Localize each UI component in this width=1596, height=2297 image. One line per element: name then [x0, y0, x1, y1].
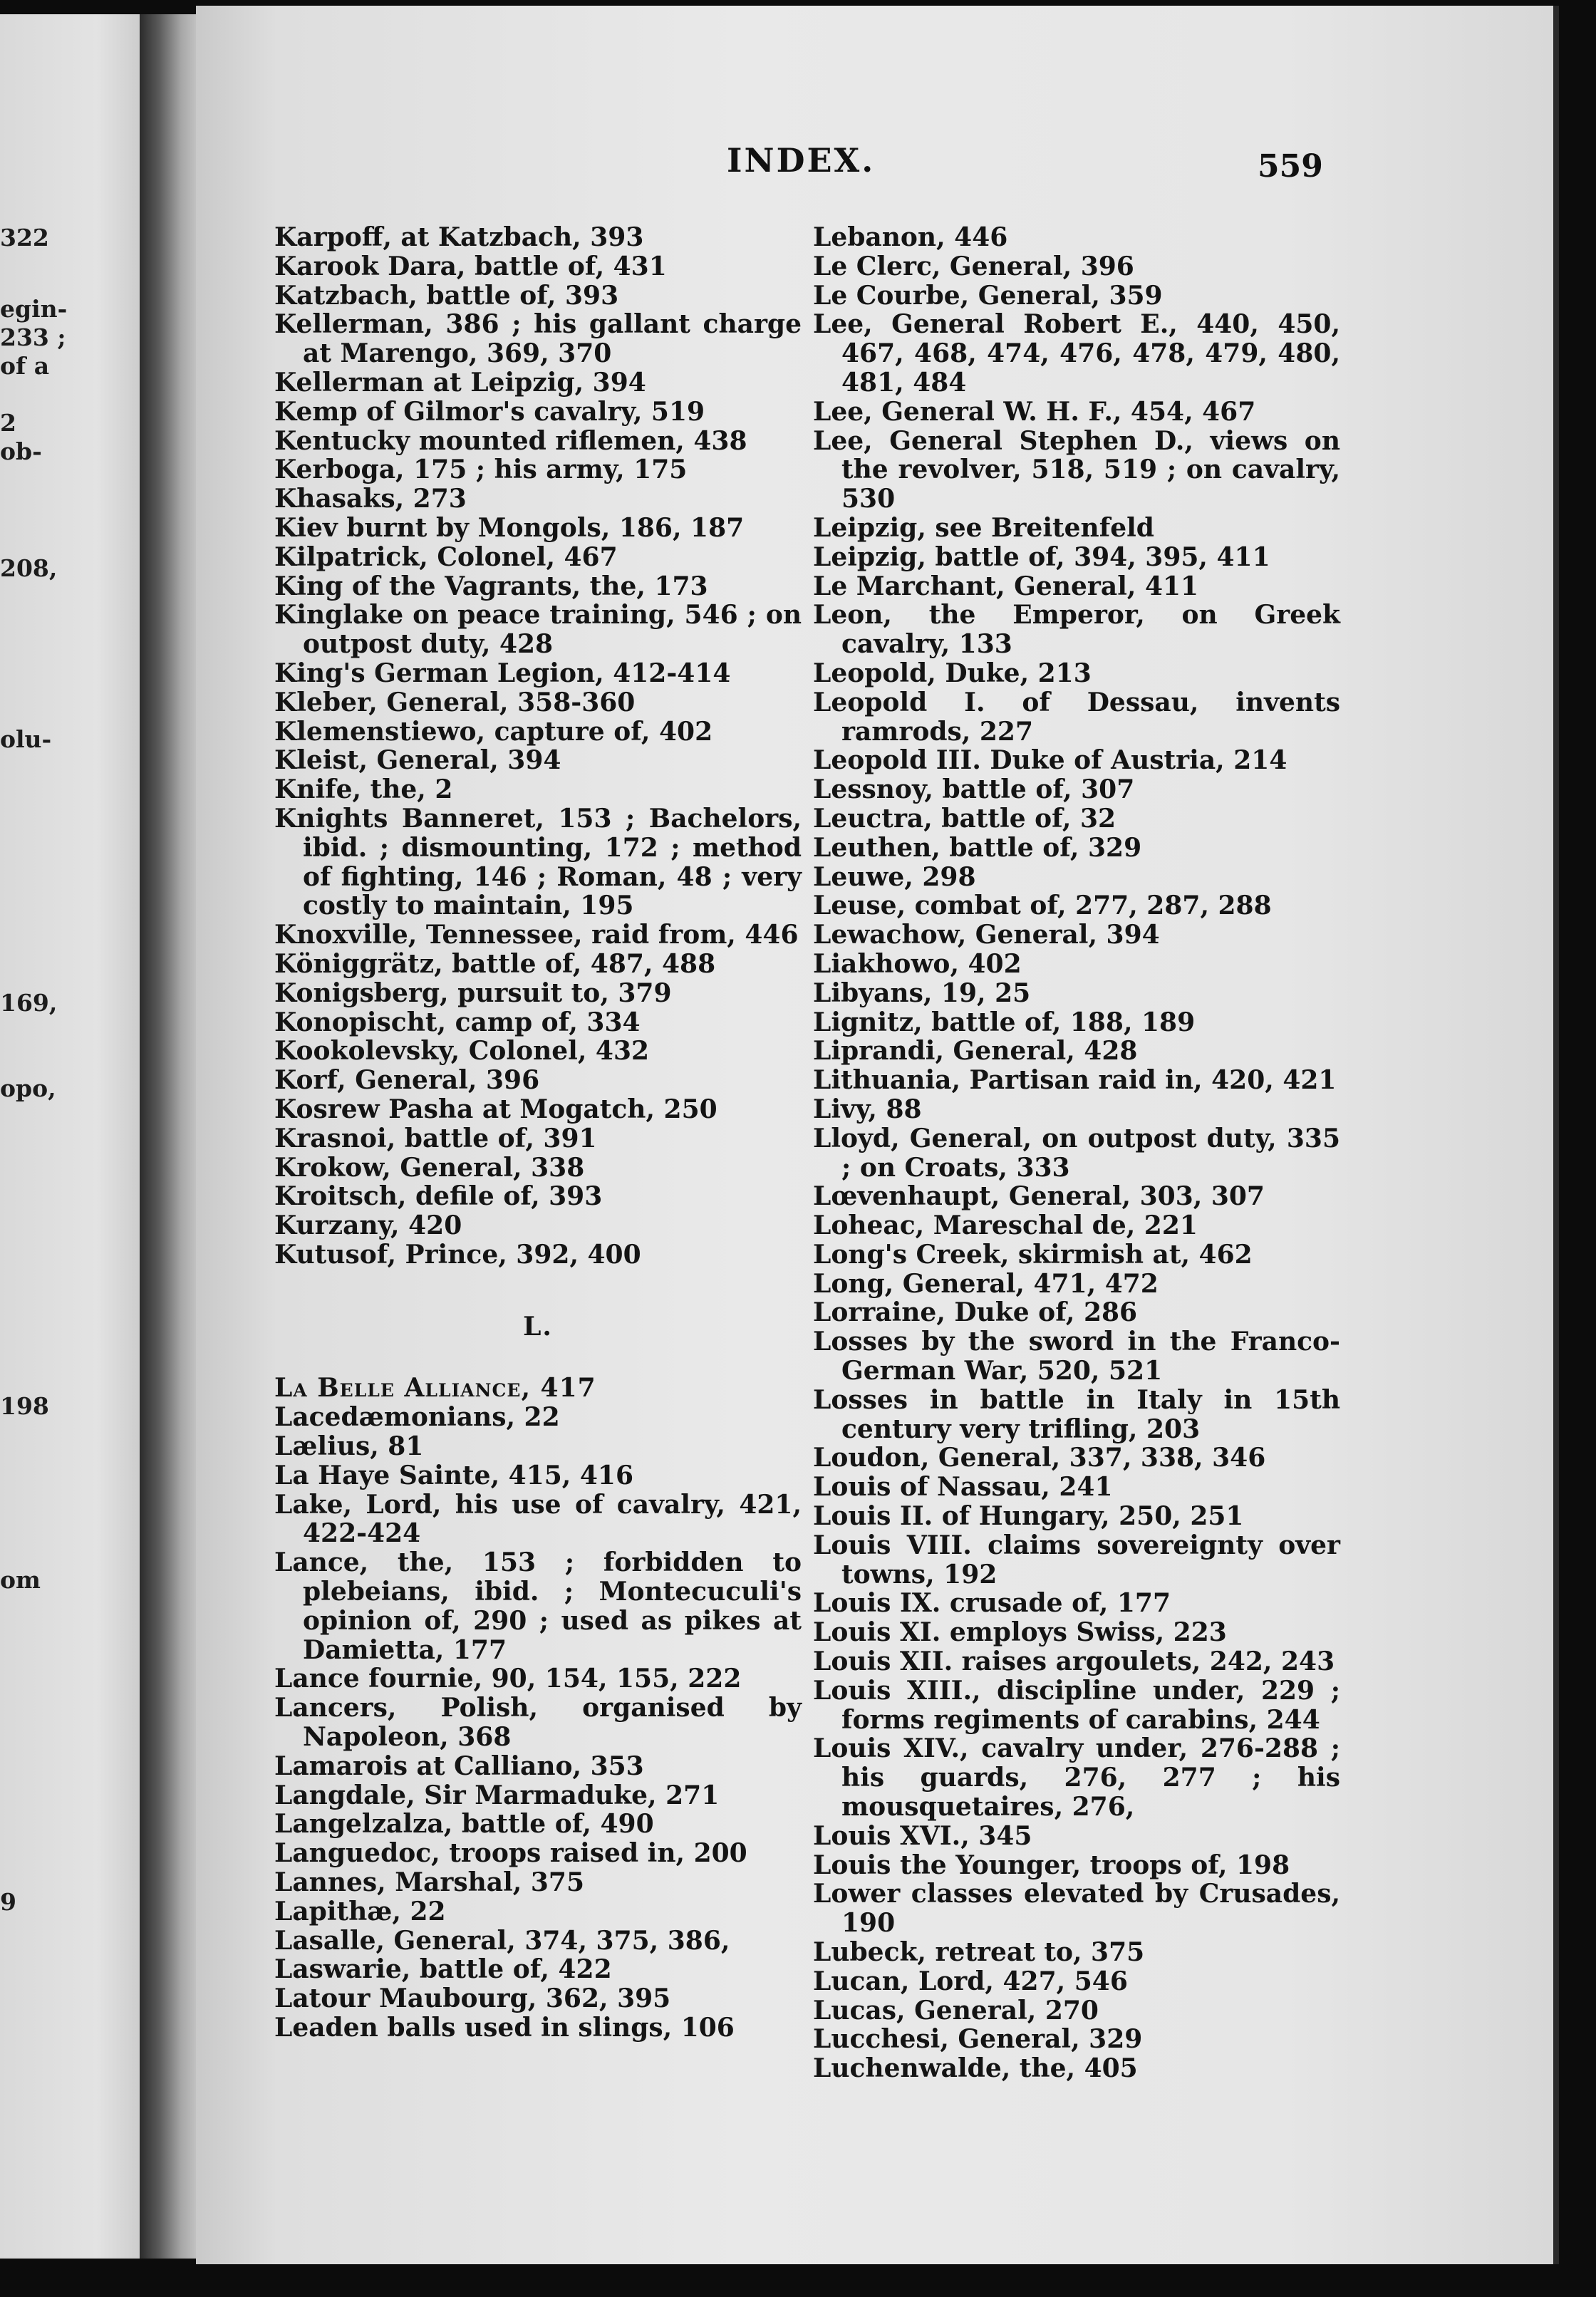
index-entry: Lee, General Robert E., 440, 450, 467, 468, 474, 476, 478, 479, 480, 481, 484 — [813, 309, 1340, 398]
section-letter: L. — [523, 1311, 553, 1342]
index-entry: Losses in battle in Italy in 15th century very trifling, 203 — [813, 1384, 1340, 1444]
prev-fragment: opo, — [0, 1074, 56, 1102]
index-entry: Louis the Younger, troops of, 198 — [813, 1850, 1290, 1880]
index-entry: Kinglake on peace training, 546 ; on outpost duty, 428 — [274, 600, 802, 660]
prev-fragment: 169, — [0, 989, 58, 1017]
index-entry: Libyans, 19, 25 — [813, 978, 1031, 1008]
index-entry: Lubeck, retreat to, 375 — [813, 1937, 1145, 1968]
index-entry: Kroitsch, defile of, 393 — [274, 1181, 603, 1212]
index-entry: Leaden balls used in slings, 106 — [274, 2013, 735, 2043]
index-entry: Khasaks, 273 — [274, 484, 467, 514]
index-entry: Lebanon, 446 — [813, 222, 1008, 252]
index-entry: Lucan, Lord, 427, 546 — [813, 1966, 1128, 1996]
prev-fragment: olu- — [0, 725, 52, 753]
index-entry: Kentucky mounted riflemen, 438 — [274, 425, 747, 456]
index-entry: Konopischt, camp of, 334 — [274, 1007, 641, 1037]
index-entry: Kiev burnt by Mongols, 186, 187 — [274, 512, 745, 543]
index-entry: Lœvenhaupt, General, 303, 307 — [813, 1181, 1265, 1212]
index-entry: Leuwe, 298 — [813, 861, 976, 892]
index-entry: Kilpatrick, Colonel, 467 — [274, 541, 618, 572]
index-entry: Languedoc, troops raised in, 200 — [274, 1838, 747, 1869]
index-entry: Lasalle, General, 374, 375, 386, — [274, 1925, 730, 1956]
index-entry: Leopold III. Duke of Austria, 214 — [813, 745, 1287, 776]
index-entry: Louis VIII. claims sovereignty over towns, 192 — [813, 1530, 1340, 1590]
index-entry: Lucchesi, General, 329 — [813, 2024, 1143, 2055]
index-entry: King of the Vagrants, the, 173 — [274, 571, 708, 601]
index-entry: Latour Maubourg, 362, 395 — [274, 1984, 671, 2014]
index-entry: Leopold, Duke, 213 — [813, 658, 1092, 688]
prev-fragment: 9 — [0, 1888, 16, 1916]
index-entry: Leipzig, battle of, 394, 395, 411 — [813, 541, 1270, 572]
index-entry: Leuse, combat of, 277, 287, 288 — [813, 891, 1272, 921]
index-entry: Lee, General Stephen D., views on the revolver, 518, 519 ; on cavalry, 530 — [813, 425, 1340, 514]
index-entry: Kerboga, 175 ; his army, 175 — [274, 455, 688, 485]
book-gutter — [140, 14, 204, 2259]
index-entry: Leuthen, battle of, 329 — [813, 832, 1142, 863]
index-entry: Livy, 88 — [813, 1094, 922, 1124]
index-entry: Louis XI. employs Swiss, 223 — [813, 1617, 1227, 1648]
left-column — [274, 223, 802, 2043]
index-entry: Krasnoi, battle of, 391 — [274, 1123, 597, 1153]
index-entry: Louis XII. raises argoulets, 242, 243 — [813, 1647, 1335, 1677]
index-entry: Karook Dara, battle of, 431 — [274, 251, 667, 281]
index-entry: Krokow, General, 338 — [274, 1152, 585, 1183]
index-entry: Lamarois at Calliano, 353 — [274, 1751, 644, 1781]
index-entry: Louis XIV., cavalry under, 276-288 ; his guards, 276, 277 ; his mousquetaires, 276, — [813, 1733, 1340, 1822]
index-entry: Lance, the, 153 ; forbidden to plebeians, ibid. ; Montecuculi's opinion of, 290 ; used as pikes at Damietta, 177 — [274, 1547, 802, 1665]
index-entry: Lithuania, Partisan raid in, 420, 421 — [813, 1065, 1337, 1096]
prev-fragment: 233 ; — [0, 323, 66, 351]
prev-fragment: 208, — [0, 554, 58, 582]
index-entry: King's German Legion, 412-414 — [274, 658, 731, 688]
index-entry: Kellerman at Leipzig, 394 — [274, 367, 646, 398]
index-entry: Kosrew Pasha at Mogatch, 250 — [274, 1094, 717, 1124]
index-entry: Knoxville, Tennessee, raid from, 446 — [274, 920, 799, 950]
prev-fragment: of a — [0, 352, 50, 380]
index-entry: Langelzalza, battle of, 490 — [274, 1809, 654, 1840]
index-entry: Klemenstiewo, capture of, 402 — [274, 716, 713, 747]
index-entry: Lloyd, General, on outpost duty, 335 ; on Croats, 333 — [813, 1123, 1340, 1183]
index-entry: Lignitz, battle of, 188, 189 — [813, 1007, 1196, 1037]
index-entry: Korf, General, 396 — [274, 1065, 540, 1096]
prev-fragment: 322 — [0, 224, 49, 252]
index-entry: Louis IX. crusade of, 177 — [813, 1588, 1171, 1619]
index-entry: Kleist, General, 394 — [274, 745, 561, 776]
index-entry: Louis XVI., 345 — [813, 1820, 1032, 1851]
index-entry: Liakhowo, 402 — [813, 948, 1022, 979]
page-number: 559 — [1258, 148, 1323, 185]
index-entry: La Belle Alliance, 417 — [274, 1373, 596, 1404]
index-entry: Laswarie, battle of, 422 — [274, 1954, 612, 1985]
index-entry: Lancers, Polish, organised by Napoleon, 368 — [274, 1693, 802, 1753]
index-entry: Kurzany, 420 — [274, 1210, 462, 1241]
index-entry: Langdale, Sir Marmaduke, 271 — [274, 1780, 720, 1810]
prev-fragment: 2 — [0, 409, 16, 437]
index-entry: Louis XIII., discipline under, 229 ; forms regiments of carabins, 244 — [813, 1675, 1340, 1735]
index-entry: Lorraine, Duke of, 286 — [813, 1297, 1138, 1328]
index-entry: Le Courbe, General, 359 — [813, 280, 1163, 311]
index-entry: Lacedæmonians, 22 — [274, 1402, 560, 1433]
index-entry: Knife, the, 2 — [274, 774, 453, 805]
index-entry: Loheac, Mareschal de, 221 — [813, 1210, 1198, 1241]
index-entry: Lucas, General, 270 — [813, 1995, 1099, 2026]
index-entry: Kookolevsky, Colonel, 432 — [274, 1036, 650, 1067]
index-entry: Loudon, General, 337, 338, 346 — [813, 1443, 1266, 1473]
index-page — [196, 6, 1559, 2264]
prev-fragment: egin- — [0, 295, 68, 323]
index-entry: Leipzig, see Breitenfeld — [813, 512, 1154, 543]
index-entry: Long's Creek, skirmish at, 462 — [813, 1239, 1253, 1270]
index-entry: Le Clerc, General, 396 — [813, 251, 1134, 281]
index-entry: Le Marchant, General, 411 — [813, 571, 1199, 601]
index-entry: Long, General, 471, 472 — [813, 1268, 1159, 1299]
index-entry: Lance fournie, 90, 154, 155, 222 — [274, 1664, 742, 1694]
index-entry: Lælius, 81 — [274, 1431, 424, 1462]
index-entry: Kellerman, 386 ; his gallant charge at Marengo, 369, 370 — [274, 309, 802, 369]
index-entry: Lapithæ, 22 — [274, 1896, 446, 1927]
index-entry: Lessnoy, battle of, 307 — [813, 774, 1135, 805]
prev-fragment: 198 — [0, 1392, 49, 1420]
index-entry: Louis II. of Hungary, 250, 251 — [813, 1501, 1244, 1532]
index-entry: Kemp of Gilmor's cavalry, 519 — [274, 396, 705, 427]
index-entry: Königgrätz, battle of, 487, 488 — [274, 948, 716, 979]
index-entry: Lake, Lord, his use of cavalry, 421, 422-424 — [274, 1489, 802, 1549]
index-entry: Leon, the Emperor, on Greek cavalry, 133 — [813, 600, 1340, 660]
index-entry: Lower classes elevated by Crusades, 190 — [813, 1879, 1340, 1939]
prev-fragment: ob- — [0, 437, 42, 465]
index-entry: Kutusof, Prince, 392, 400 — [274, 1239, 641, 1270]
prev-fragment: om — [0, 1566, 41, 1594]
index-entry: Lee, General W. H. F., 454, 467 — [813, 396, 1256, 427]
index-entry: Leuctra, battle of, 32 — [813, 803, 1116, 834]
index-entry: Karpoff, at Katzbach, 393 — [274, 222, 644, 252]
index-entry: Lewachow, General, 394 — [813, 920, 1160, 950]
index-entry: Lannes, Marshal, 375 — [274, 1867, 585, 1898]
previous-page-fragment — [0, 14, 161, 2259]
running-title: INDEX. — [727, 141, 876, 180]
index-entry: Knights Banneret, 153 ; Bachelors, ibid. ; dismounting, 172 ; method of fighting, 146 ; Roman, 48 ; very costly to maintain, 195 — [274, 803, 802, 921]
index-entry: Leopold I. of Dessau, invents ramrods, 227 — [813, 687, 1340, 747]
index-entry: Liprandi, General, 428 — [813, 1036, 1138, 1067]
index-entry: Katzbach, battle of, 393 — [274, 280, 619, 311]
index-entry: Luchenwalde, the, 405 — [813, 2053, 1138, 2084]
index-entry: Konigsberg, pursuit to, 379 — [274, 978, 672, 1008]
index-entry: Losses by the sword in the Franco-German War, 520, 521 — [813, 1327, 1340, 1386]
index-entry: Louis of Nassau, 241 — [813, 1472, 1113, 1503]
index-entry: La Haye Sainte, 415, 416 — [274, 1460, 633, 1490]
right-column — [813, 223, 1340, 2083]
index-entry: Kleber, General, 358-360 — [274, 687, 636, 717]
